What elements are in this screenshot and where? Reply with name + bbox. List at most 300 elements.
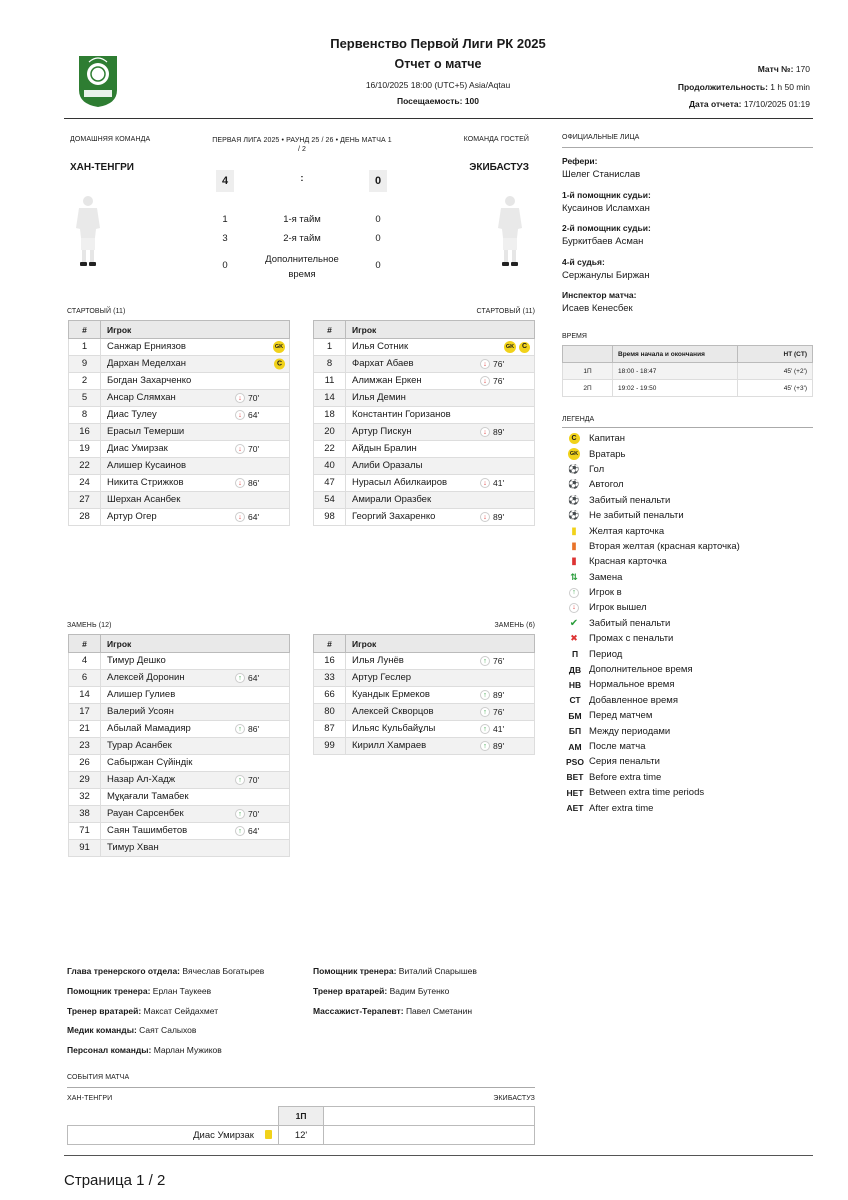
legend-item [566,523,816,538]
sub-in-minute: 64' [248,673,260,683]
player-name: Богдан Захарченко [107,375,192,386]
official-entry [562,290,813,324]
away-subs-table [313,634,535,755]
player-name: Айдын Бралин [352,443,417,454]
extra-time-home: 0 [222,260,228,271]
player-badges [480,705,530,719]
table-row [69,424,290,441]
player-number: 27 [69,492,101,509]
col-number: # [314,321,346,339]
sub-in-icon: ↑ [235,673,245,683]
table-row [69,356,290,373]
legend-label: Перед матчем [589,710,653,722]
legend-item [566,693,816,708]
player-name: Сабыржан Сүйіндік [107,757,193,768]
staff-role: Тренер вратарей: [67,1005,142,1016]
legend-item [566,616,816,631]
table-row [314,339,535,356]
home-kit-icon [73,194,103,268]
col-player: Игрок [101,321,290,339]
legend-icon: ДВ [568,664,582,675]
away-score: 0 [369,170,387,192]
col-player: Игрок [101,635,290,653]
player-badges [504,341,530,353]
legend-item [566,770,816,785]
player-name: Тимур Дешко [107,655,166,666]
player-number: 17 [69,704,101,721]
table-row [314,424,535,441]
player-name: Валерий Усоян [107,706,174,717]
player-number: 22 [69,458,101,475]
legend-label: Between extra time periods [589,787,705,799]
legend-item [566,477,816,492]
legend-label: Промах с пенальти [589,633,674,645]
period-1-home: 1 [222,214,228,225]
player-name: Шерхан Асанбек [107,494,181,505]
legend-icon: ⚽ [568,510,580,521]
attendance-value: 100 [464,96,480,106]
legend-list [566,431,816,816]
player-badges [235,807,285,821]
match-number: Матч №: 170 [757,64,810,74]
player-name: Санжар Ерниязов [107,341,186,352]
player-number: 38 [69,806,101,823]
player-number: 87 [314,721,346,738]
sub-in-icon: ↑ [235,775,245,785]
legend-icon: БП [568,726,582,737]
report-date: Дата отчета: 17/10/2025 01:19 [688,99,810,109]
sub-out-minute: 76' [493,376,505,386]
table-row [314,441,535,458]
legend-label: Гол [589,463,605,475]
table-row [314,670,535,687]
sub-in-minute: 76' [493,707,505,717]
home-staff [67,966,307,1065]
sub-out-icon: ↓ [235,444,245,454]
table-header-row [314,321,535,339]
legend-icon: СТ [569,695,581,706]
player-name: Турар Асанбек [107,740,172,751]
legend-label: Игрок в [589,587,622,599]
sub-in-icon: ↑ [480,707,490,717]
sub-out-icon: ↓ [235,478,245,488]
col-player: Игрок [346,321,535,339]
legend-label: After extra time [589,802,654,814]
table-row [69,653,290,670]
events-home-team: ХАН-ТЕНГРИ [67,1095,113,1102]
officials-list [562,156,813,324]
staff-role: Тренер вратарей: [313,985,388,996]
player-name: Георгий Захаренко [352,511,436,522]
home-subs-table [68,634,290,857]
legend-icon: BET [566,772,584,783]
staff-role: Медик команды: [67,1025,137,1036]
sub-out-minute: 89' [493,512,505,522]
table-row [69,704,290,721]
player-number: 2 [69,373,101,390]
player-name: Куандык Ермеков [352,689,430,700]
period-2-label: 2-я тайм [283,233,321,244]
extra-time-away: 0 [375,260,381,271]
staff-name: Марлан Мужиков [153,1045,222,1056]
sub-in-minute: 76' [493,656,505,666]
table-header-row [314,635,535,653]
player-badges [235,408,285,422]
table-row [314,407,535,424]
player-name: Ансар Слямхан [107,392,176,403]
player-badges [273,341,285,353]
legend-icon: БМ [568,710,582,721]
staff-name: Виталий Спарышев [398,966,477,976]
player-name: Нурасыл Абилкаиров [352,477,448,488]
sub-out-icon: ↓ [235,410,245,420]
legend-item [566,570,816,585]
table-row [69,840,290,857]
sub-out-icon: ↓ [480,376,490,386]
staff-entry [313,986,553,1006]
sub-out-minute: 86' [248,478,260,488]
staff-role: Массажист-Терапевт: [313,1005,404,1016]
legend-icon: ⚽ [568,463,580,474]
player-number: 99 [314,738,346,755]
player-badges [235,671,285,685]
player-number: 47 [314,475,346,492]
table-row [314,373,535,390]
match-datetime: 16/10/2025 18:00 (UTC+5) Asia/Aqtau [365,80,511,90]
goalkeeper-icon: GK [504,341,516,353]
table-row [69,475,290,492]
player-number: 40 [314,458,346,475]
player-number: 91 [69,840,101,857]
player-name: Алишер Кусаинов [107,460,187,471]
table-row [69,670,290,687]
legend-icon: ▮ [571,540,577,552]
staff-role: Персонал команды: [67,1045,152,1056]
official-name: Исаев Кенесбек [562,303,633,314]
table-row [69,492,290,509]
event-home-cell [68,1126,279,1145]
player-number: 14 [314,390,346,407]
player-badges [480,374,530,388]
table-header-row [69,321,290,339]
sub-out-minute: 70' [248,444,260,454]
time-title: ВРЕМЯ [562,333,587,340]
table-row [314,356,535,373]
player-badges [274,359,285,370]
legend-icon: AET [566,803,584,814]
legend-label: Серия пенальти [589,756,660,768]
legend-item [566,800,816,815]
event-away-cell [324,1126,535,1145]
legend-label: Капитан [589,433,626,445]
sub-out-minute: 70' [248,393,260,403]
player-number: 22 [314,441,346,458]
events-period: 1П [278,1107,324,1126]
table-row [314,738,535,755]
away-start-table [313,320,535,526]
legend-label: Между периодами [589,725,671,737]
legend-icon: ⚽ [568,479,580,490]
legend-icon: ✔ [569,617,579,629]
player-badges [480,722,530,736]
sub-out-minute: 76' [493,359,505,369]
legend-icon: ↑ [566,588,582,598]
attendance-label: Посещаемость: [396,96,463,106]
legend-title: ЛЕГЕНДА [562,416,595,423]
captain-icon: C [519,342,530,353]
player-number: 28 [69,509,101,526]
period-2-away: 0 [375,233,381,244]
table-header-row [69,635,290,653]
sub-out-icon: ↓ [235,393,245,403]
staff-name: Павел Сметанин [405,1005,473,1016]
legend-label: Период [589,648,623,660]
away-kit-icon [495,194,525,268]
footer-divider [64,1155,813,1156]
sub-out-minute: 89' [493,427,505,437]
events-away-team: ЭКИБАСТУЗ [493,1095,535,1102]
official-name: Буркитбаев Асман [562,236,644,247]
sub-in-icon: ↑ [480,724,490,734]
legend-icon: ✖ [570,633,578,644]
player-number: 23 [69,738,101,755]
player-name: Алексей Доронин [107,672,185,683]
player-number: 11 [314,373,346,390]
sub-in-icon: ↑ [235,809,245,819]
staff-entry [313,966,553,986]
player-number: 6 [69,670,101,687]
sub-in-minute: 41' [493,724,505,734]
player-number: 71 [69,823,101,840]
sub-in-minute: 89' [493,690,505,700]
legend-divider [562,427,813,428]
col-number: # [314,635,346,653]
player-badges [235,510,285,524]
player-name: Никита Стрижков [107,477,184,488]
player-number: 16 [314,653,346,670]
player-number: 33 [314,670,346,687]
legend-label: Забитый пенальти [589,617,671,629]
sub-in-icon: ↑ [480,656,490,666]
home-start-title: СТАРТОВЫЙ (11) [67,308,126,315]
legend-item [566,754,816,769]
player-number: 4 [69,653,101,670]
home-score: 4 [216,170,234,192]
player-badges [480,476,530,490]
sub-out-minute: 41' [493,478,505,488]
col-number: # [69,635,101,653]
report-subtitle: Отчет о матче [394,57,482,71]
sub-out-icon: ↓ [480,359,490,369]
attendance [238,96,638,106]
table-row [314,458,535,475]
official-name: Кусаинов Исламхан [562,202,650,214]
player-number: 8 [314,356,346,373]
report-title: Первенство Первой Лиги РК 2025 [330,36,546,51]
staff-role: Глава тренерского отдела: [67,966,181,976]
away-team-label: КОМАНДА ГОСТЕЙ [463,136,529,143]
legend-label: Замена [589,571,623,583]
sub-in-minute: 70' [248,809,260,819]
legend-icon: C [566,433,582,444]
player-name: Алимжан Еркен [352,375,422,386]
sub-out-icon: ↓ [480,478,490,488]
staff-name: Саят Салыхов [139,1025,197,1036]
official-name: Шелег Станислав [562,169,641,180]
league-logo [75,50,121,108]
table-row [69,441,290,458]
col-number: # [69,321,101,339]
yellow-card-icon [265,1130,272,1139]
officials-divider [562,147,813,148]
player-name: Дархан Меделхан [107,358,187,369]
player-number: 1 [69,339,101,356]
table-row [314,390,535,407]
sub-in-minute: 64' [248,826,260,836]
staff-name: Ерлан Таукеев [152,985,212,996]
player-number: 19 [69,441,101,458]
staff-role: Помощник тренера: [67,985,151,996]
player-name: Рауан Сарсенбек [107,808,184,819]
legend-item [566,508,816,523]
legend-icon: HET [566,787,584,798]
legend-label: Вторая желтая (красная карточка) [589,540,740,552]
player-name: Фархат Абаев [352,358,414,369]
legend-item [566,708,816,723]
staff-name: Максат Сейдахмет [143,1005,219,1016]
player-number: 29 [69,772,101,789]
official-role: 4-й судья: [562,256,605,267]
legend-icon: ▮ [571,556,577,568]
sub-in-minute: 70' [248,775,260,785]
legend-item [566,785,816,800]
legend-item [566,677,816,692]
period-1-away: 0 [375,214,381,225]
score-separator: : [300,173,304,184]
table-row [69,407,290,424]
player-name: Алексей Скворцов [352,706,434,717]
legend-icon: АМ [568,741,582,752]
player-badges [235,824,285,838]
time-col-period [563,346,613,363]
player-name: Диас Умирзак [107,443,168,454]
sub-in-icon: ↑ [480,741,490,751]
legend-label: Забитый пенальти [589,494,671,506]
staff-name: Вячеслав Богатырев [182,966,265,976]
col-player: Игрок [346,635,535,653]
events-divider [67,1087,535,1088]
sub-out-icon: ↓ [480,427,490,437]
table-row [69,755,290,772]
official-entry [562,156,813,190]
home-team-label: ДОМАШНЯЯ КОМАНДА [70,136,151,143]
table-row [69,373,290,390]
player-badges [480,739,530,753]
legend-icon: ⚽ [568,494,580,505]
legend-label: Добавленное время [589,694,678,706]
player-number: 14 [69,687,101,704]
player-badges [235,391,285,405]
player-number: 66 [314,687,346,704]
legend-icon: GK [566,448,582,460]
round-info: ПЕРВАЯ ЛИГА 2025 • РАУНД 25 / 26 • ДЕНЬ МАТЧА 1 / 2 [212,137,392,153]
table-row [69,772,290,789]
table-row [314,653,535,670]
sub-out-minute: 64' [248,512,260,522]
legend-label: Игрок вышел [589,602,647,614]
officials-title: ОФИЦИАЛЬНЫЕ ЛИЦА [562,134,640,141]
player-badges [480,357,530,371]
official-role: Рефери: [562,156,598,166]
legend-item [566,646,816,661]
page-number: Страница 1 / 2 [64,1172,166,1189]
player-name: Диас Тулеу [107,409,157,420]
legend-item [566,493,816,508]
sub-in-icon: ↑ [235,826,245,836]
legend-item [566,600,816,615]
time-row: 1П 18:00 - 18:47 45' (+2') [563,363,813,380]
player-name: Ильяс Кульбайұлы [352,723,436,734]
period-1-label: 1-я тайм [283,214,321,225]
table-row [69,789,290,806]
legend-item [566,631,816,646]
header-divider [64,118,813,119]
legend-item [566,446,816,461]
legend-item [566,739,816,754]
sub-in-minute: 89' [493,741,505,751]
table-row [69,738,290,755]
staff-entry [67,1025,307,1045]
player-name: Кирилл Хамраев [352,740,427,751]
legend-icon: PSO [566,756,584,767]
events-table [67,1106,535,1145]
player-name: Алиби Оразалы [352,460,423,471]
home-team-name: ХАН-ТЕНГРИ [70,162,134,173]
table-row [69,339,290,356]
time-row: 2П 19:02 - 19:50 45' (+3') [563,380,813,397]
table-row [69,390,290,407]
legend-icon: НВ [568,679,582,690]
official-entry [562,223,813,257]
player-name: Назар Ал-Хадж [107,774,176,785]
player-name: Мұқағали Тамабек [107,791,189,802]
player-number: 1 [314,339,346,356]
event-player: Диас Умирзак [193,1129,254,1141]
sub-in-icon: ↑ [480,690,490,700]
player-number: 32 [69,789,101,806]
player-number: 98 [314,509,346,526]
staff-entry [313,1006,553,1026]
table-row [69,509,290,526]
legend-item [566,585,816,600]
player-number: 9 [69,356,101,373]
player-name: Амирали Оразбек [352,494,432,505]
legend-label: Вратарь [589,448,626,460]
extra-time-label: Дополнительное время [265,254,339,280]
staff-entry [67,1006,307,1026]
legend-label: Не забитый пенальти [589,510,684,522]
sub-out-icon: ↓ [480,512,490,522]
official-entry [562,190,813,224]
player-number: 16 [69,424,101,441]
official-role: Инспектор матча: [562,290,637,300]
events-title: СОБЫТИЯ МАТЧА [67,1074,130,1081]
away-start-title: СТАРТОВЫЙ (11) [476,308,535,315]
legend-icon: ↓ [566,603,582,613]
table-row [314,492,535,509]
player-number: 54 [314,492,346,509]
player-name: Алишер Гулиев [107,689,176,700]
